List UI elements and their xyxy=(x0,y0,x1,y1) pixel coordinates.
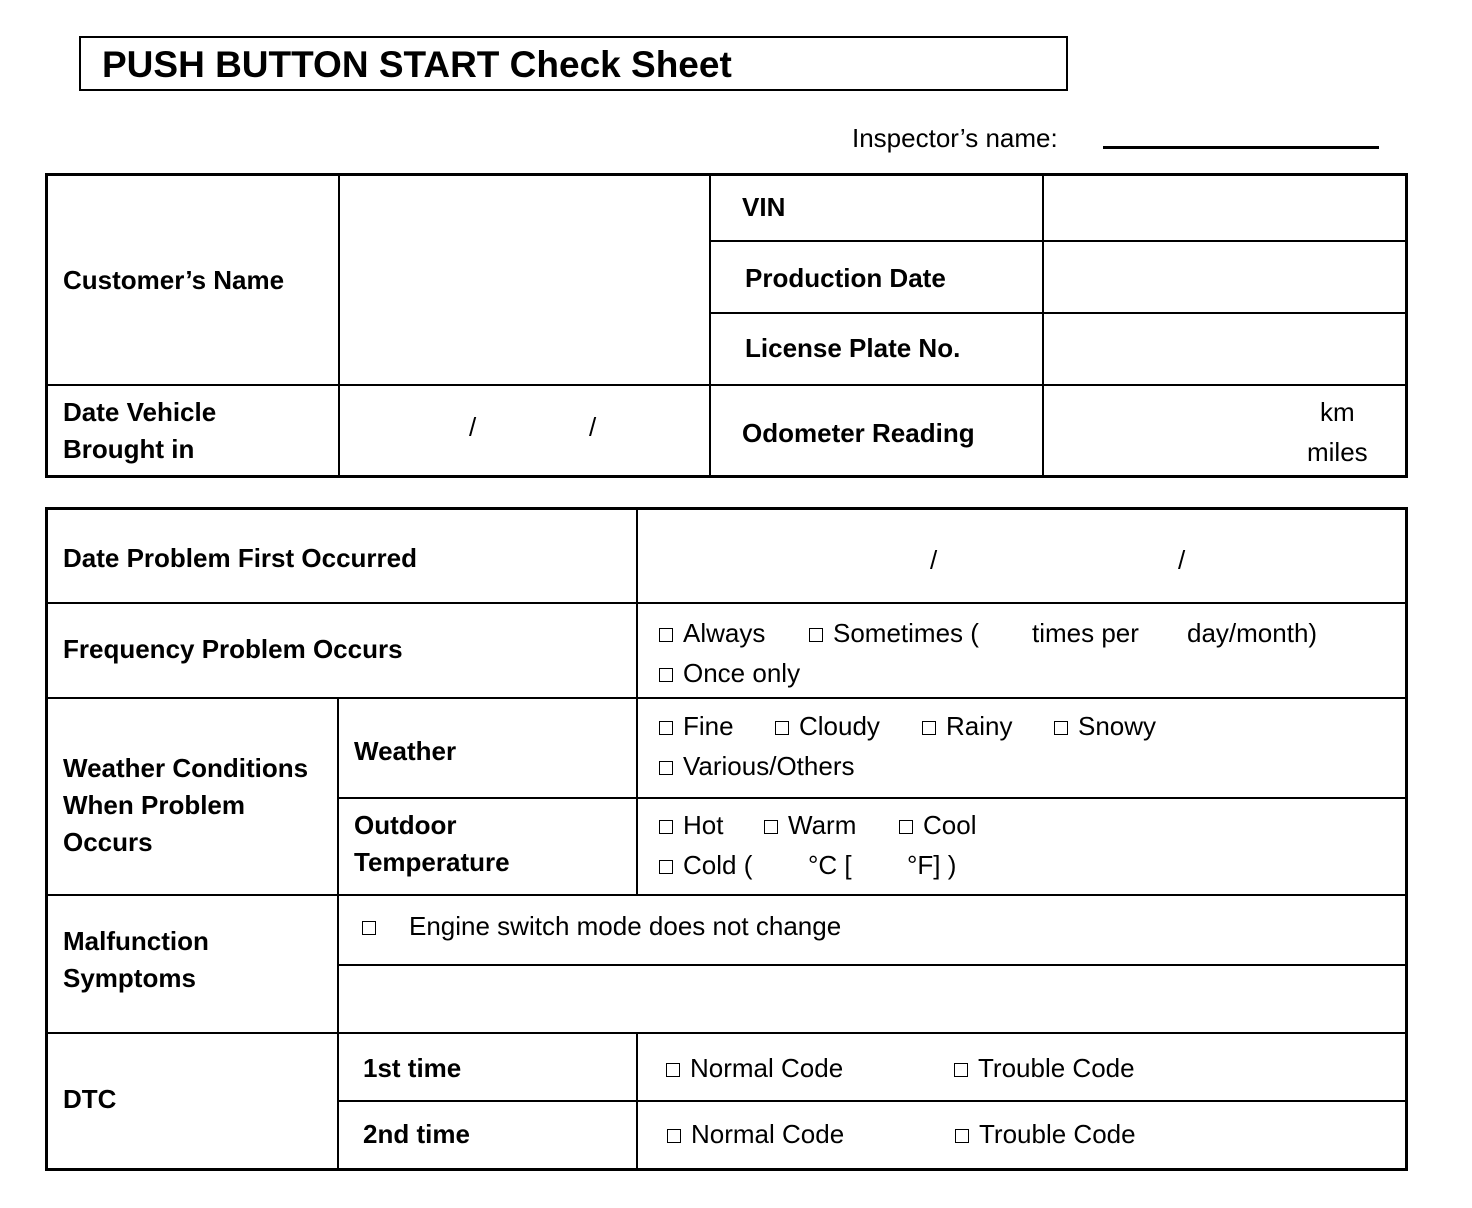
outdoor-temp-label-line1: Outdoor xyxy=(354,810,457,840)
checkbox[interactable] xyxy=(955,1129,969,1143)
freq-sometimes-option[interactable]: Sometimes ( xyxy=(809,619,979,648)
date-brought-in-label-line2: Brought in xyxy=(63,434,195,464)
freq-day-month: day/month) xyxy=(1187,618,1318,648)
inspector-name-label: Inspector’s name: xyxy=(852,123,1058,153)
checkbox[interactable] xyxy=(362,921,376,935)
freq-times-per: times per xyxy=(1032,618,1139,648)
weather-various-option[interactable]: Various/Others xyxy=(659,752,854,781)
weather-snowy-option[interactable]: Snowy xyxy=(1054,712,1156,741)
checkbox[interactable] xyxy=(954,1063,968,1077)
page-title: PUSH BUTTON START Check Sheet xyxy=(102,44,732,85)
checkbox[interactable] xyxy=(659,860,673,874)
unit-km: km xyxy=(1320,397,1355,427)
weather-conditions-label-line1: Weather Conditions xyxy=(63,753,309,783)
date-separator: / xyxy=(1178,545,1186,575)
temp-cold-option[interactable]: Cold ( xyxy=(659,851,752,880)
checkbox[interactable] xyxy=(899,820,913,834)
dtc-first-time-label: 1st time xyxy=(363,1053,462,1083)
frequency-label: Frequency Problem Occurs xyxy=(63,634,403,664)
weather-conditions-label-line3: Occurs xyxy=(63,827,153,857)
production-date-label: Production Date xyxy=(745,263,946,293)
vin-label: VIN xyxy=(742,192,786,222)
checkbox[interactable] xyxy=(764,820,778,834)
outdoor-temp-label-line2: Temperature xyxy=(354,847,510,877)
checkbox[interactable] xyxy=(667,1129,681,1143)
checkbox[interactable] xyxy=(666,1063,680,1077)
dtc1-trouble-option[interactable]: Trouble Code xyxy=(954,1054,1135,1083)
symptom-engine-switch-option[interactable]: Engine switch mode does not change xyxy=(362,912,841,941)
dtc-label: DTC xyxy=(63,1084,117,1114)
date-first-occurred-label: Date Problem First Occurred xyxy=(63,543,417,573)
freq-always-option[interactable]: Always xyxy=(659,619,765,648)
checkbox[interactable] xyxy=(1054,721,1068,735)
malfunction-label-line2: Symptoms xyxy=(63,963,196,993)
weather-conditions-label-line2: When Problem xyxy=(63,790,246,820)
temp-fahrenheit: °F] ) xyxy=(907,850,957,880)
title-box xyxy=(79,36,1068,91)
symptom-blank-field[interactable] xyxy=(340,966,1405,1031)
temp-warm-option[interactable]: Warm xyxy=(764,811,856,840)
dtc1-normal-option[interactable]: Normal Code xyxy=(666,1054,843,1083)
checkbox[interactable] xyxy=(659,668,673,682)
date-separator: / xyxy=(930,545,938,575)
dtc2-trouble-option[interactable]: Trouble Code xyxy=(955,1120,1136,1149)
malfunction-label-line1: Malfunction xyxy=(63,926,209,956)
checkbox[interactable] xyxy=(775,721,789,735)
checkbox[interactable] xyxy=(659,820,673,834)
checkbox[interactable] xyxy=(922,721,936,735)
weather-fine-option[interactable]: Fine xyxy=(659,712,734,741)
temp-cool-option[interactable]: Cool xyxy=(899,811,976,840)
customer-name-field[interactable] xyxy=(341,176,708,383)
date-separator: / xyxy=(469,412,477,442)
checkbox[interactable] xyxy=(659,721,673,735)
freq-once-option[interactable]: Once only xyxy=(659,659,800,688)
date-brought-in-label-line1: Date Vehicle xyxy=(63,397,217,427)
checkbox[interactable] xyxy=(809,628,823,642)
vin-field[interactable] xyxy=(1045,176,1405,239)
temp-celsius: °C [ xyxy=(808,850,852,880)
temp-hot-option[interactable]: Hot xyxy=(659,811,723,840)
inspector-name-field[interactable] xyxy=(1103,146,1379,149)
checkbox[interactable] xyxy=(659,628,673,642)
odometer-label: Odometer Reading xyxy=(742,418,975,448)
license-plate-label: License Plate No. xyxy=(745,333,961,363)
dtc2-normal-option[interactable]: Normal Code xyxy=(667,1120,844,1149)
weather-rainy-option[interactable]: Rainy xyxy=(922,712,1012,741)
checkbox[interactable] xyxy=(659,761,673,775)
license-plate-field[interactable] xyxy=(1045,314,1405,383)
weather-cloudy-option[interactable]: Cloudy xyxy=(775,712,880,741)
customer-name-label: Customer’s Name xyxy=(63,265,285,295)
weather-label: Weather xyxy=(354,736,457,766)
date-separator: / xyxy=(589,412,597,442)
dtc-second-time-label: 2nd time xyxy=(363,1119,470,1149)
unit-miles: miles xyxy=(1307,437,1368,467)
production-date-field[interactable] xyxy=(1045,242,1405,311)
